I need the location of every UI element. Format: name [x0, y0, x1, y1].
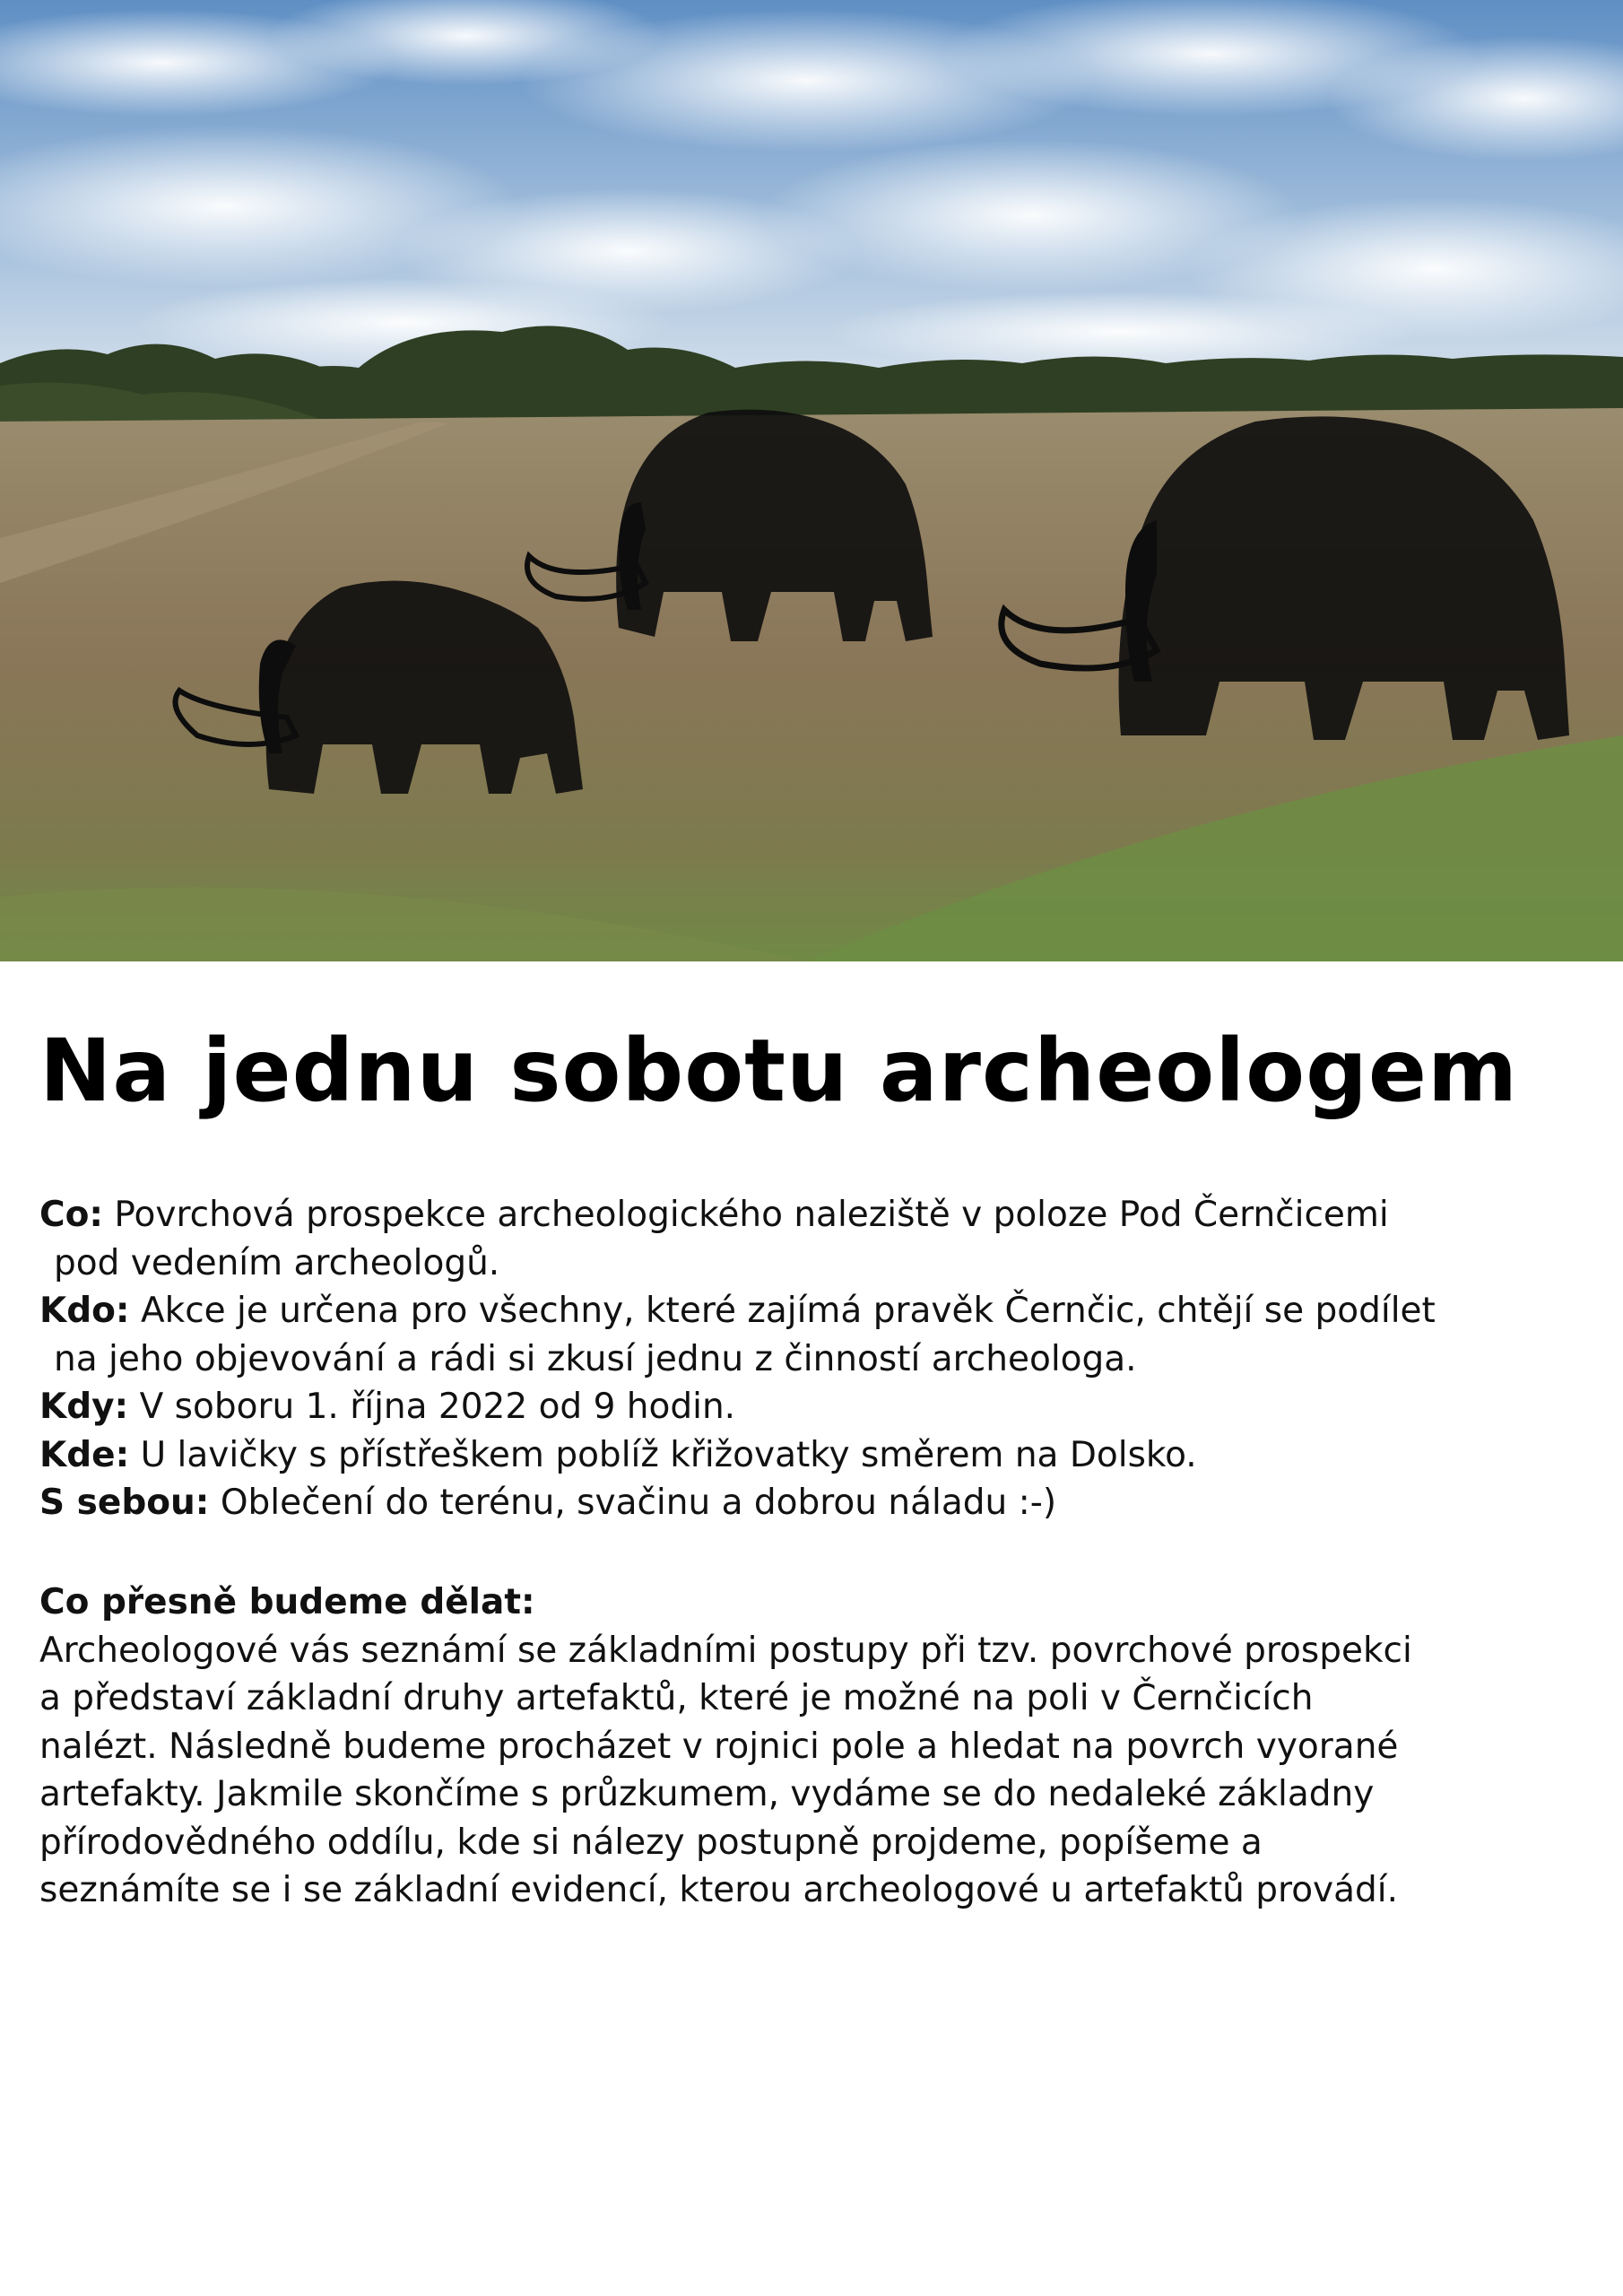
section-line: artefakty. Jakmile skončíme s průzkumem, vydáme se do nedaleké základny [39, 1774, 1375, 1814]
info-kde [39, 1431, 1600, 1480]
section-line: Archeologové vás seznámí se základními postupy při tzv. povrchové prospekci [39, 1630, 1412, 1671]
s-sebou-label: S sebou: [39, 1483, 210, 1523]
kdo-label: Kdo: [39, 1291, 130, 1331]
activity-section [39, 1578, 1600, 1915]
kdy-label: Kdy: [39, 1387, 129, 1427]
section-line: a představí základní druhy artefaktů, které je možné na poli v Černčicích [39, 1678, 1314, 1718]
info-kdy [39, 1383, 1600, 1431]
section-line: seznámíte se i se základní evidencí, kterou archeologové u artefaktů provádí. [39, 1870, 1399, 1910]
co-label: Co: [39, 1195, 104, 1235]
section-line: nalézt. Následně budeme procházet v rojnici pole a hledat na povrch vyorané [39, 1726, 1399, 1767]
section-line: přírodovědného oddílu, kde si nálezy postupně projdeme, popíšeme a [39, 1822, 1263, 1863]
kde-text: U lavičky s přístřeškem poblíž křižovatky směrem na Dolsko. [140, 1434, 1197, 1475]
kdo-text: Akce je určena pro všechny, které zajímá pravěk Černčic, chtějí se podílet [140, 1291, 1436, 1331]
kdo-text-continued: na jeho objevování a rádi si zkusí jednu z činností archeologa. [54, 1338, 1137, 1379]
section-heading [39, 1578, 1600, 1627]
co-text-continued: pod vedením archeologů. [54, 1242, 500, 1283]
s-sebou-text: Oblečení do terénu, svačinu a dobrou náladu :-) [220, 1483, 1057, 1523]
info-co [39, 1191, 1600, 1287]
co-text: Povrchová prospekce archeologického naleziště v poloze Pod Černčicemi [114, 1195, 1389, 1235]
info-s-sebou [39, 1479, 1600, 1527]
kdy-text: V soboru 1. října 2022 od 9 hodin. [139, 1387, 736, 1427]
hero-image [0, 0, 1623, 961]
page-title: Na jednu sobotu archeologem [39, 1021, 1518, 1121]
section-heading-text: Co přesně budeme dělat: [39, 1582, 535, 1622]
event-info [39, 1191, 1600, 1527]
info-kdo [39, 1287, 1600, 1383]
kde-label: Kde: [39, 1434, 130, 1475]
